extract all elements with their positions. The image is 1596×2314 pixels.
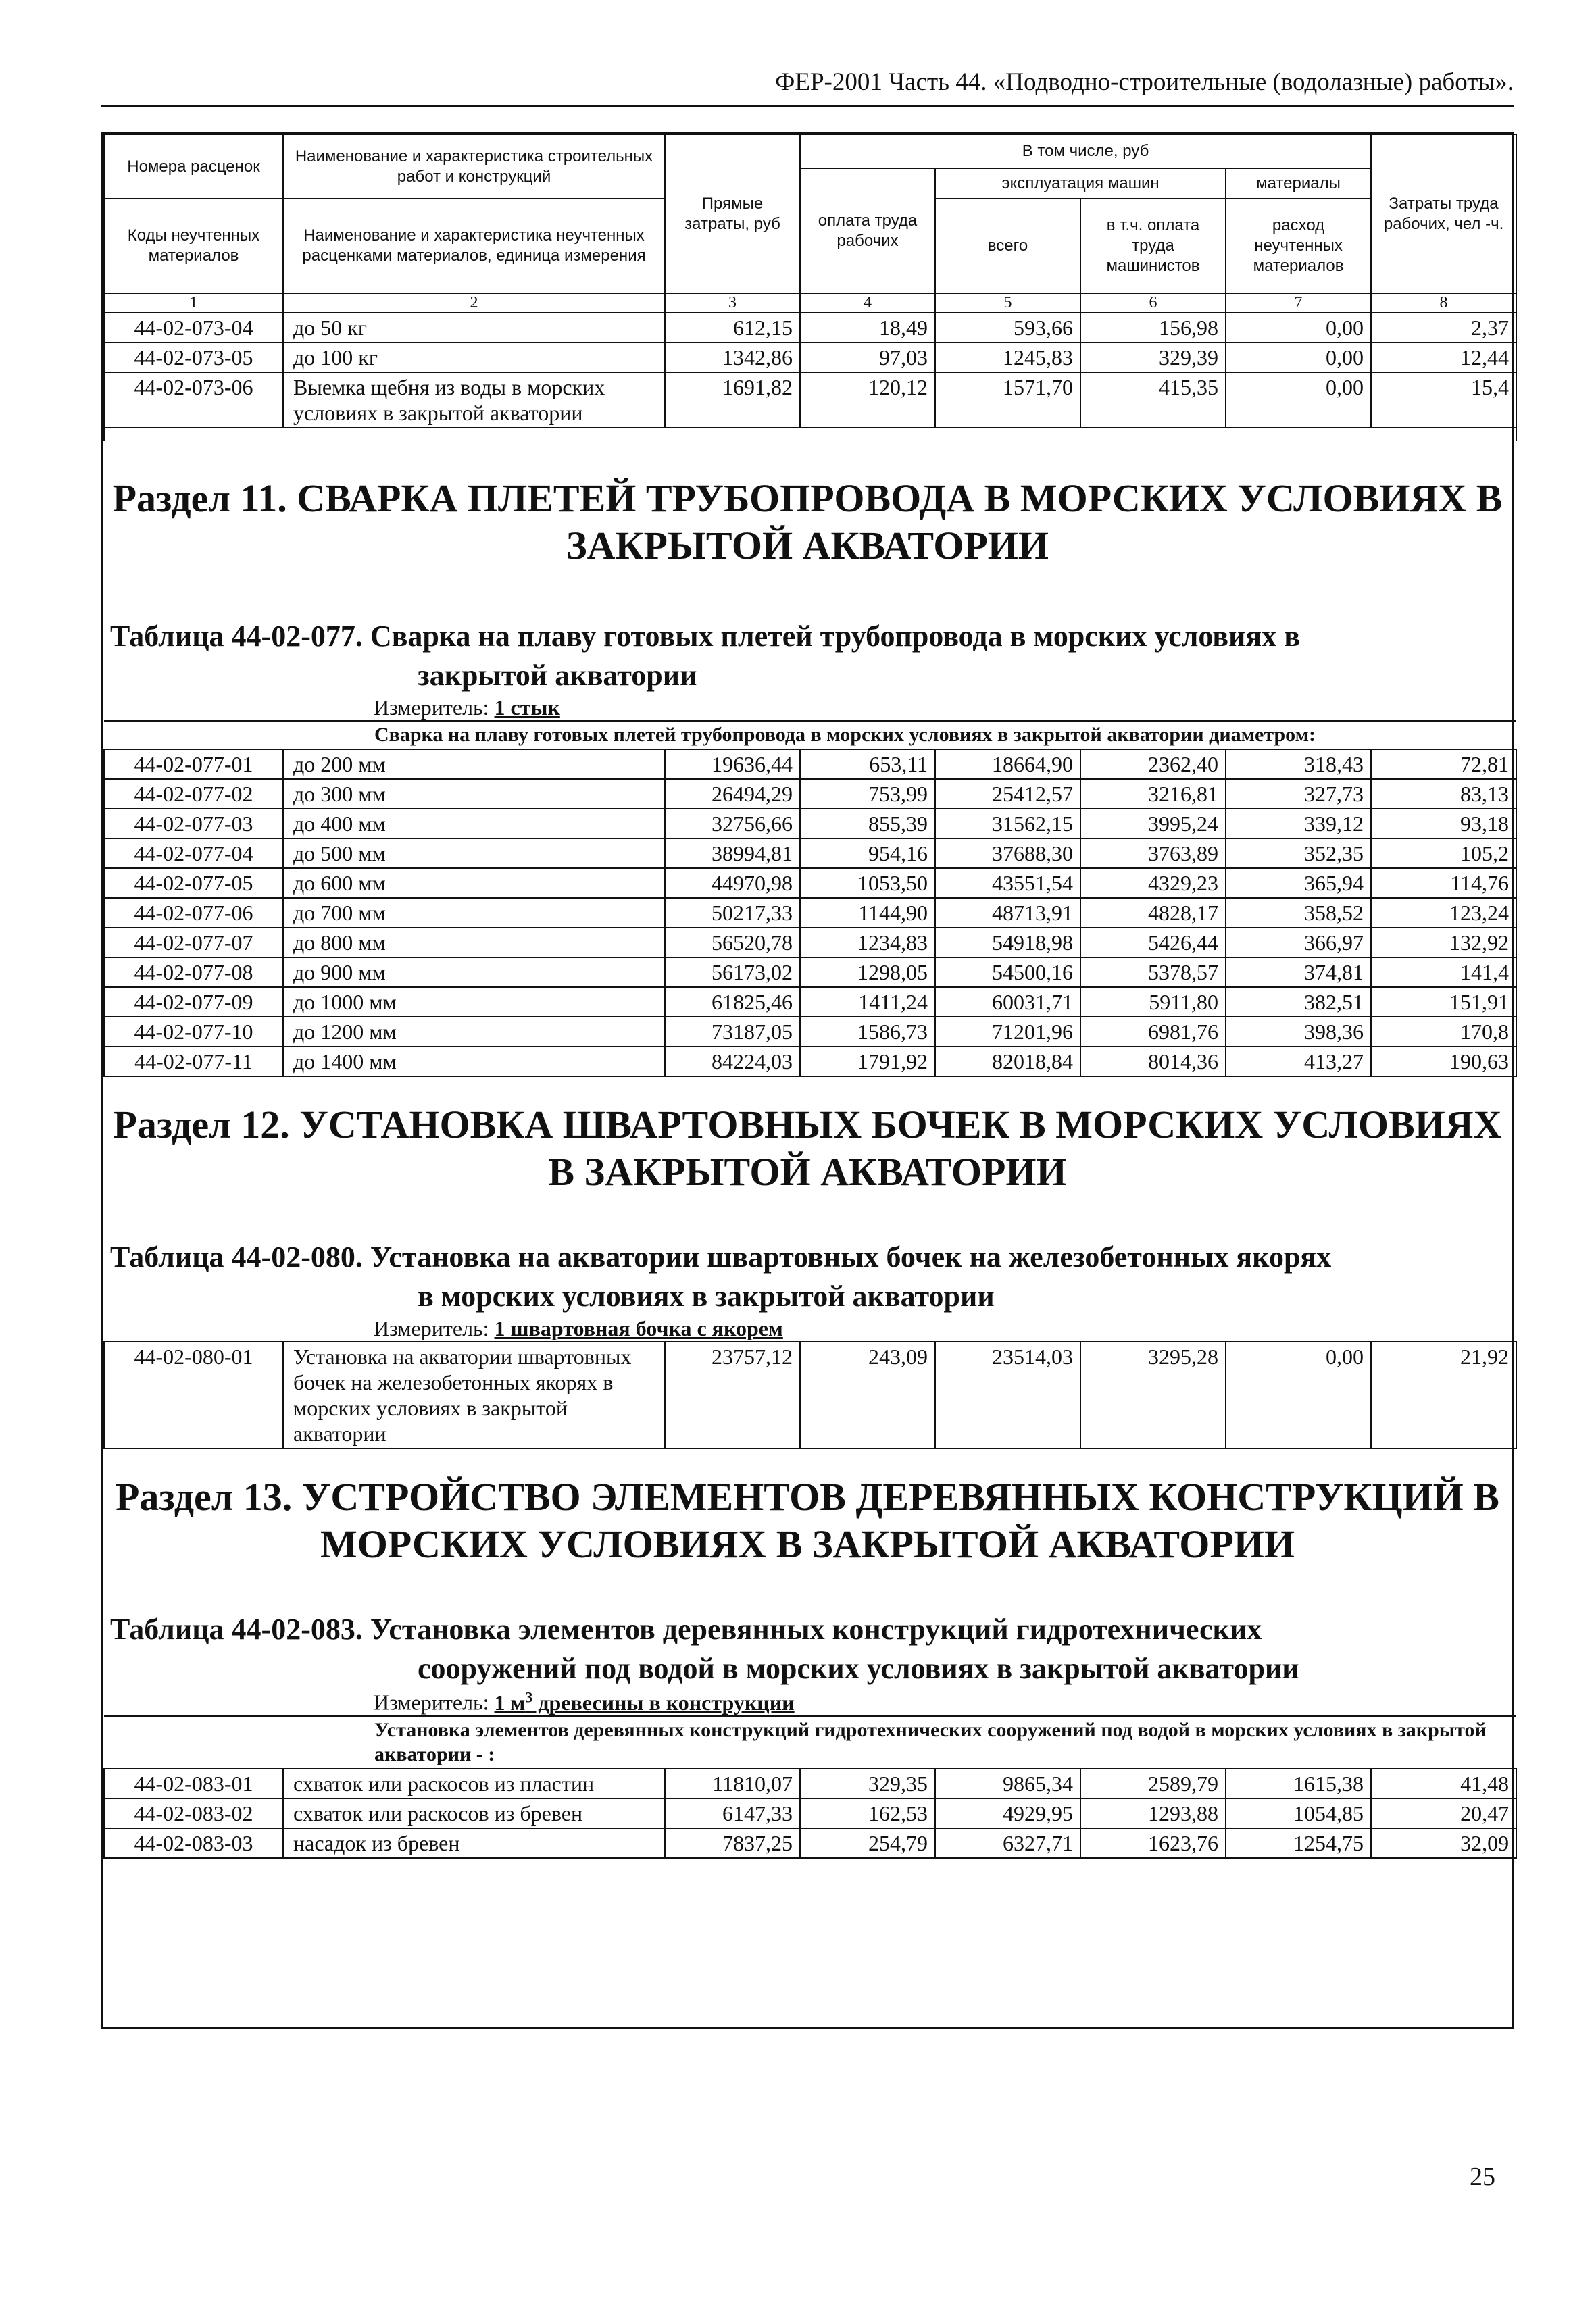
labor-hours-cell: 41,48 [1371,1769,1516,1799]
labor-hours-cell: 123,24 [1371,898,1516,928]
unit-label: Измеритель: [374,695,495,720]
rate-code-cell: 44-02-077-02 [104,779,283,809]
operators-pay-cell: 4828,17 [1080,898,1226,928]
labor-pay-cell: 1411,24 [800,987,935,1017]
labor-hours-cell: 83,13 [1371,779,1516,809]
table-row [104,343,1516,372]
machines-total-cell: 60031,71 [935,987,1080,1017]
labor-hours-cell: 93,18 [1371,809,1516,838]
work-name-cell: до 100 кг [283,343,665,372]
machines-total-cell: 48713,91 [935,898,1080,928]
machines-total-cell: 4929,95 [935,1799,1080,1828]
labor-hours-cell: 12,44 [1371,343,1516,372]
labor-pay-cell: 254,79 [800,1828,935,1858]
section-title: Раздел 11. СВАРКА ПЛЕТЕЙ ТРУБОПРОВОДА В МОРСКИХ УСЛОВИЯХ В ЗАКРЫТОЙ АКВАТОРИИ [112,476,1503,568]
materials-use-cell: 1054,85 [1226,1799,1371,1828]
labor-pay-cell: 120,12 [800,372,935,428]
table-row [104,779,1516,809]
section-11-table [103,720,1517,1077]
operators-pay-cell: 2589,79 [1080,1769,1226,1799]
header-direct-costs: Прямые затраты, руб [665,134,800,293]
caption-line: в морских условиях в закрытой акватории [418,1280,995,1313]
operators-pay-cell: 5426,44 [1080,928,1226,957]
operators-pay-cell: 156,98 [1080,313,1226,343]
unit-value-part: 1 м [494,1690,526,1715]
operators-pay-cell: 3295,28 [1080,1342,1226,1449]
rate-code-cell: 44-02-080-01 [104,1342,283,1449]
header-machines-total: всего [935,199,1080,293]
labor-pay-cell: 18,49 [800,313,935,343]
table-row [104,1769,1516,1799]
materials-use-cell: 0,00 [1226,343,1371,372]
direct-costs-cell: 1342,86 [665,343,800,372]
group-title: Сварка на плаву готовых плетей трубопровода в морских условиях в закрытой акватории диаметром: [104,721,1516,749]
table-row [104,868,1516,898]
direct-costs-cell: 7837,25 [665,1828,800,1858]
column-number: 5 [935,293,1080,313]
direct-costs-cell: 6147,33 [665,1799,800,1828]
rate-code-cell: 44-02-073-06 [104,372,283,428]
table-row [104,1799,1516,1828]
rate-code-cell: 44-02-077-05 [104,868,283,898]
operators-pay-cell: 5378,57 [1080,957,1226,987]
direct-costs-cell: 56520,78 [665,928,800,957]
page-number: 25 [1470,2163,1495,2191]
operators-pay-cell: 415,35 [1080,372,1226,428]
group-title: Установка элементов деревянных конструкций гидротехнических сооружений под водой в морских условиях в закрытой акватории - : [104,1716,1516,1769]
unit-label: Измеритель: [374,1690,495,1715]
direct-costs-cell: 23757,12 [665,1342,800,1449]
column-number-row [104,293,1516,313]
materials-use-cell: 1615,38 [1226,1769,1371,1799]
direct-costs-cell: 73187,05 [665,1017,800,1047]
machines-total-cell: 31562,15 [935,809,1080,838]
unit-value [495,1690,795,1715]
column-number: 1 [104,293,283,313]
price-table-sheet [101,132,1514,2029]
column-number: 8 [1371,293,1516,313]
operators-pay-cell: 3763,89 [1080,838,1226,868]
header-machines: эксплуатация машин [935,168,1226,199]
operators-pay-cell: 3995,24 [1080,809,1226,838]
machines-total-cell: 54500,16 [935,957,1080,987]
direct-costs-cell: 612,15 [665,313,800,343]
operators-pay-cell: 329,39 [1080,343,1226,372]
section-13 [103,1449,1512,1859]
unit-value-exponent: 3 [525,1688,533,1705]
column-number: 6 [1080,293,1226,313]
work-name-cell: схваток или раскосов из бревен [283,1799,665,1828]
section-13-table [103,1715,1517,1859]
work-name-cell: до 400 мм [283,809,665,838]
unit-value-part: древесины в конструкции [532,1690,795,1715]
direct-costs-cell: 50217,33 [665,898,800,928]
machines-total-cell: 9865,34 [935,1769,1080,1799]
column-number: 3 [665,293,800,313]
table-row [104,1017,1516,1047]
table-row [104,1342,1516,1449]
work-name-cell: до 600 мм [283,868,665,898]
table-row [104,957,1516,987]
labor-hours-cell: 170,8 [1371,1017,1516,1047]
rate-code-cell: 44-02-077-07 [104,928,283,957]
work-name-cell: до 300 мм [283,779,665,809]
labor-hours-cell: 20,47 [1371,1799,1516,1828]
work-name-cell: до 700 мм [283,898,665,928]
section-13-rows [104,1769,1516,1858]
materials-use-cell: 365,94 [1226,868,1371,898]
work-name-cell: до 900 мм [283,957,665,987]
column-number: 7 [1226,293,1371,313]
labor-hours-cell: 114,76 [1371,868,1516,898]
labor-hours-cell: 72,81 [1371,749,1516,779]
rate-code-cell: 44-02-077-03 [104,809,283,838]
rate-code-cell: 44-02-073-05 [104,343,283,372]
operators-pay-cell: 8014,36 [1080,1047,1226,1076]
header-materials-use: расход неучтенных материалов [1226,199,1371,293]
direct-costs-cell: 1691,82 [665,372,800,428]
machines-total-cell: 71201,96 [935,1017,1080,1047]
machines-total-cell: 23514,03 [935,1342,1080,1449]
rate-code-cell: 44-02-077-01 [104,749,283,779]
header-name-top: Наименование и характеристика строительных работ и конструкций [283,134,665,199]
machines-total-cell: 1245,83 [935,343,1080,372]
work-name-cell: Установка на акватории швартовных бочек на железобетонных якорях в морских условиях в закрытой акватории [283,1342,665,1449]
labor-pay-cell: 1298,05 [800,957,935,987]
operators-pay-cell: 1623,76 [1080,1828,1226,1858]
table-row [104,313,1516,343]
direct-costs-cell: 32756,66 [665,809,800,838]
machines-total-cell: 1571,70 [935,372,1080,428]
header-materials: материалы [1226,168,1371,199]
rate-code-cell: 44-02-077-09 [104,987,283,1017]
section-title: Раздел 13. УСТРОЙСТВО ЭЛЕМЕНТОВ ДЕРЕВЯННЫХ КОНСТРУКЦИЙ В МОРСКИХ УСЛОВИЯХ В ЗАКРЫТОЙ АКВАТОРИИ [116,1475,1499,1566]
caption-line: Таблица 44-02-080. Установка на акватории швартовных бочек на железобетонных якорях [110,1240,1332,1274]
labor-hours-cell: 151,91 [1371,987,1516,1017]
rate-code-cell: 44-02-073-04 [104,313,283,343]
caption-line: Таблица 44-02-077. Сварка на плаву готовых плетей трубопровода в морских условиях в [110,620,1300,653]
rate-code-cell: 44-02-083-03 [104,1828,283,1858]
labor-hours-cell: 105,2 [1371,838,1516,868]
rate-code-cell: 44-02-077-10 [104,1017,283,1047]
materials-use-cell: 398,36 [1226,1017,1371,1047]
operators-pay-cell: 4329,23 [1080,868,1226,898]
materials-use-cell: 339,12 [1226,809,1371,838]
rate-code-cell: 44-02-077-08 [104,957,283,987]
direct-costs-cell: 26494,29 [665,779,800,809]
table-row [104,898,1516,928]
materials-use-cell: 0,00 [1226,372,1371,428]
section-11-rows [104,749,1516,1076]
section-12-rows [104,1342,1516,1449]
labor-pay-cell: 1144,90 [800,898,935,928]
labor-pay-cell: 1586,73 [800,1017,935,1047]
caption-line: Таблица 44-02-083. Установка элементов деревянных конструкций гидротехнических [110,1613,1262,1646]
labor-pay-cell: 1053,50 [800,868,935,898]
materials-use-cell: 0,00 [1226,1342,1371,1449]
header-including: В том числе, руб [800,134,1371,168]
materials-use-cell: 374,81 [1226,957,1371,987]
header-operators-pay: в т.ч. оплата труда машинистов [1080,199,1226,293]
work-name-cell: схваток или раскосов из пластин [283,1769,665,1799]
header-name-bottom: Наименование и характеристика неучтенных расценками материалов, единица измерения [283,199,665,293]
labor-pay-cell: 97,03 [800,343,935,372]
operators-pay-cell: 3216,81 [1080,779,1226,809]
table-row [104,838,1516,868]
running-header: ФЕР-2001 Часть 44. «Подводно-строительные (водолазные) работы». [775,68,1514,96]
table-caption [103,1238,1512,1316]
operators-pay-cell: 1293,88 [1080,1799,1226,1828]
operators-pay-cell: 6981,76 [1080,1017,1226,1047]
materials-use-cell: 352,35 [1226,838,1371,868]
labor-pay-cell: 243,09 [800,1342,935,1449]
operators-pay-cell: 2362,40 [1080,749,1226,779]
rate-code-cell: 44-02-077-06 [104,898,283,928]
materials-use-cell: 366,97 [1226,928,1371,957]
labor-hours-cell: 2,37 [1371,313,1516,343]
materials-use-cell: 318,43 [1226,749,1371,779]
section-11 [103,441,1512,1077]
table-row [104,1828,1516,1858]
labor-pay-cell: 653,11 [800,749,935,779]
unit-row [103,1316,1512,1341]
rate-code-cell: 44-02-077-04 [104,838,283,868]
table-caption [103,1610,1512,1688]
labor-pay-cell: 329,35 [800,1769,935,1799]
labor-hours-cell: 15,4 [1371,372,1516,428]
table-row [104,1047,1516,1076]
work-name-cell: до 50 кг [283,313,665,343]
rate-code-cell: 44-02-083-01 [104,1769,283,1799]
table-row [104,809,1516,838]
direct-costs-cell: 56173,02 [665,957,800,987]
materials-use-cell: 413,27 [1226,1047,1371,1076]
column-number: 2 [283,293,665,313]
rate-code-cell: 44-02-083-02 [104,1799,283,1828]
machines-total-cell: 43551,54 [935,868,1080,898]
machines-total-cell: 37688,30 [935,838,1080,868]
table-row [104,928,1516,957]
unit-value: 1 швартовная бочка с якорем [494,1316,783,1340]
section-12 [103,1077,1512,1449]
labor-pay-cell: 1791,92 [800,1047,935,1076]
labor-pay-cell: 954,16 [800,838,935,868]
work-name-cell: до 200 мм [283,749,665,779]
work-name-cell: до 1200 мм [283,1017,665,1047]
top-rows [104,313,1516,428]
direct-costs-cell: 38994,81 [665,838,800,868]
header-rule [101,105,1514,107]
labor-pay-cell: 753,99 [800,779,935,809]
rate-code-cell: 44-02-077-11 [104,1047,283,1076]
materials-use-cell: 358,52 [1226,898,1371,928]
header-labor-hours: Затраты труда рабочих, чел -ч. [1371,134,1516,293]
labor-hours-cell: 190,63 [1371,1047,1516,1076]
table-row [104,987,1516,1017]
machines-total-cell: 54918,98 [935,928,1080,957]
work-name-cell: до 1000 мм [283,987,665,1017]
section-12-table [103,1341,1517,1449]
table-row [104,749,1516,779]
work-name-cell: Выемка щебня из воды в морских условиях в закрытой акватории [283,372,665,428]
work-name-cell: насадок из бревен [283,1828,665,1858]
direct-costs-cell: 61825,46 [665,987,800,1017]
direct-costs-cell: 19636,44 [665,749,800,779]
unit-row [103,695,1512,720]
materials-use-cell: 327,73 [1226,779,1371,809]
header-code-bottom: Коды неучтенных материалов [104,199,283,293]
machines-total-cell: 18664,90 [935,749,1080,779]
labor-hours-cell: 21,92 [1371,1342,1516,1449]
caption-line: закрытой акватории [418,659,697,692]
work-name-cell: до 1400 мм [283,1047,665,1076]
header-labor-pay: оплата труда рабочих [800,168,935,293]
materials-use-cell: 0,00 [1226,313,1371,343]
table-caption [103,617,1512,695]
direct-costs-cell: 84224,03 [665,1047,800,1076]
direct-costs-cell: 44970,98 [665,868,800,898]
materials-use-cell: 382,51 [1226,987,1371,1017]
labor-pay-cell: 855,39 [800,809,935,838]
caption-line: сооружений под водой в морских условиях в закрытой акватории [418,1652,1299,1685]
machines-total-cell: 82018,84 [935,1047,1080,1076]
section-title: Раздел 12. УСТАНОВКА ШВАРТОВНЫХ БОЧЕК В МОРСКИХ УСЛОВИЯХ В ЗАКРЫТОЙ АКВАТОРИИ [113,1103,1502,1194]
unit-label: Измеритель: [374,1316,495,1340]
machines-total-cell: 593,66 [935,313,1080,343]
operators-pay-cell: 5911,80 [1080,987,1226,1017]
materials-use-cell: 1254,75 [1226,1828,1371,1858]
column-number: 4 [800,293,935,313]
direct-costs-cell: 11810,07 [665,1769,800,1799]
labor-hours-cell: 141,4 [1371,957,1516,987]
unit-value: 1 стык [494,695,560,720]
machines-total-cell: 6327,71 [935,1828,1080,1858]
labor-pay-cell: 162,53 [800,1799,935,1828]
table-row [104,372,1516,428]
labor-hours-cell: 132,92 [1371,928,1516,957]
work-name-cell: до 500 мм [283,838,665,868]
labor-hours-cell: 32,09 [1371,1828,1516,1858]
unit-row [103,1688,1512,1715]
work-name-cell: до 800 мм [283,928,665,957]
header-code-top: Номера расценок [104,134,283,199]
labor-pay-cell: 1234,83 [800,928,935,957]
price-table [103,134,1517,441]
machines-total-cell: 25412,57 [935,779,1080,809]
